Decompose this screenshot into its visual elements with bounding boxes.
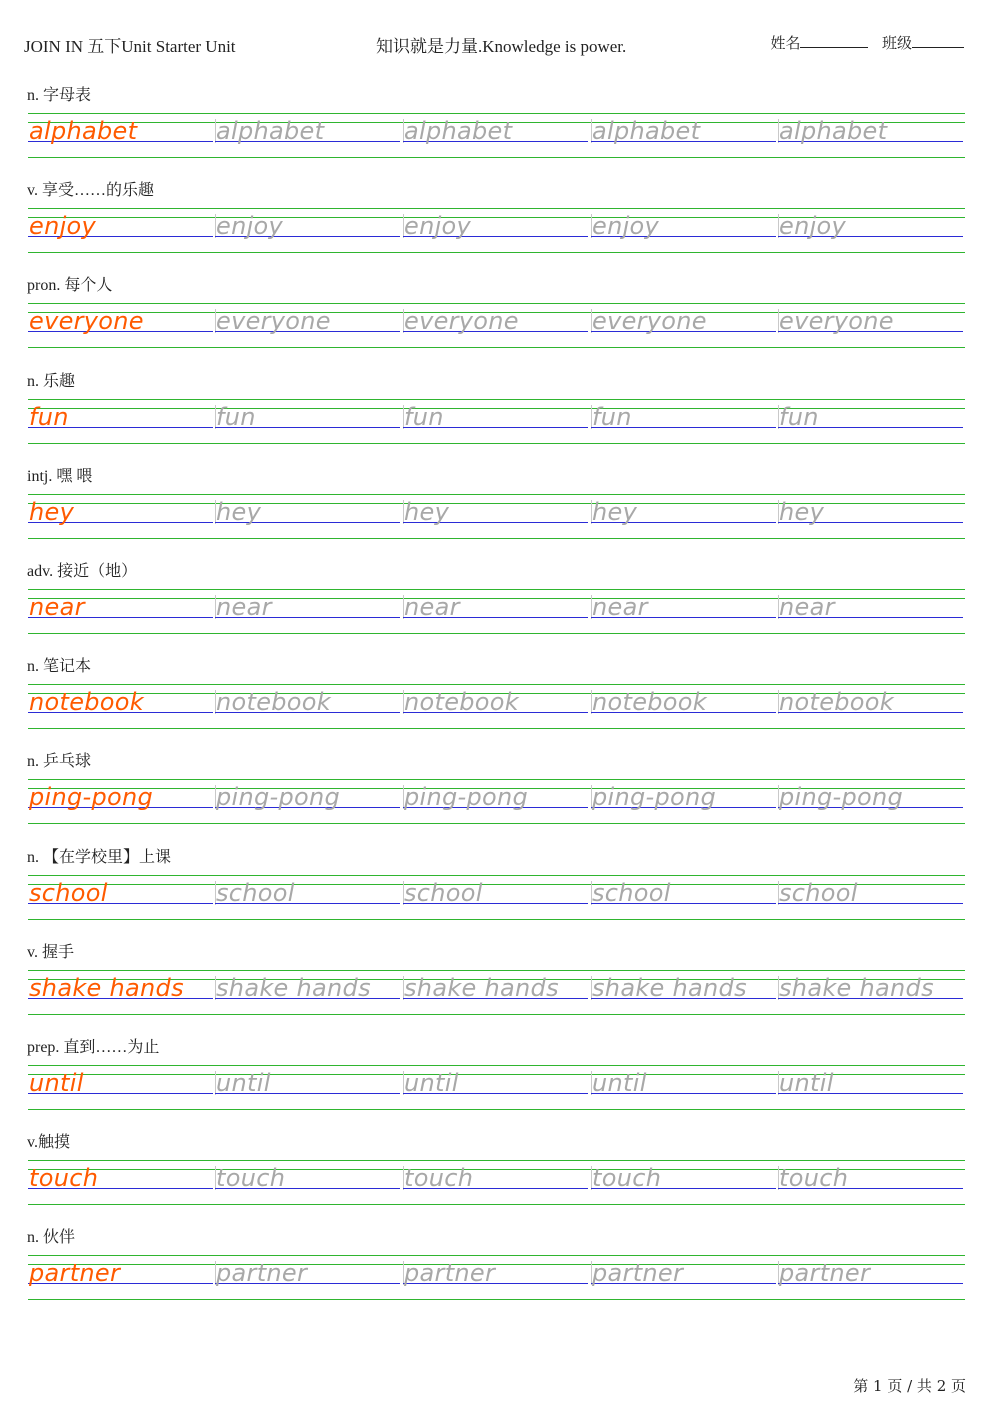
guide-line-bottom (28, 443, 965, 444)
writing-row (28, 690, 965, 720)
trace-cell[interactable] (778, 1166, 963, 1196)
model-word: near (29, 592, 85, 621)
trace-word: touch (592, 1164, 662, 1193)
word-meaning: n. 乐趣 (27, 372, 76, 390)
trace-cell[interactable] (215, 785, 400, 815)
word-meaning: n. 笔记本 (27, 658, 92, 676)
vocab-entry (0, 268, 992, 363)
trace-word: until (404, 1068, 459, 1097)
vocab-entry (0, 1125, 992, 1220)
word-meaning: v. 享受……的乐趣 (27, 182, 154, 200)
trace-word: everyone (404, 307, 519, 336)
vocab-entry (0, 459, 992, 554)
vocabulary-list (0, 78, 992, 1315)
trace-word: ping-pong (592, 783, 717, 812)
trace-cell[interactable] (778, 402, 963, 435)
writing-row (28, 785, 965, 815)
model-cell (28, 973, 213, 1006)
trace-cell[interactable] (778, 592, 963, 625)
writing-row (28, 1261, 965, 1291)
trace-cell[interactable] (403, 690, 588, 720)
guide-line-top (28, 589, 965, 590)
trace-cell[interactable] (778, 214, 963, 244)
trace-cell[interactable] (591, 497, 776, 530)
word-meaning: pron. 每个人 (27, 277, 113, 295)
trace-cell[interactable] (591, 309, 776, 339)
trace-cell[interactable] (778, 785, 963, 815)
model-cell (28, 1068, 213, 1101)
guide-line-top (28, 494, 965, 495)
trace-word: shake hands (592, 973, 747, 1002)
trace-word: shake hands (216, 973, 371, 1002)
trace-cell[interactable] (403, 785, 588, 815)
trace-word: enjoy (779, 212, 847, 241)
trace-word: shake hands (779, 973, 934, 1002)
trace-cell[interactable] (403, 592, 588, 625)
model-cell (28, 785, 213, 815)
model-cell (28, 592, 213, 625)
trace-word: touch (779, 1164, 849, 1193)
trace-word: fun (404, 402, 444, 431)
trace-cell[interactable] (778, 309, 963, 339)
trace-word: notebook (216, 688, 331, 717)
vocab-entry (0, 744, 992, 839)
name-label: 姓名 (770, 36, 801, 52)
model-cell (28, 497, 213, 530)
trace-word: until (216, 1068, 271, 1097)
trace-word: school (404, 878, 483, 907)
trace-word: hey (779, 497, 825, 526)
guide-line-top (28, 399, 965, 400)
word-meaning: prep. 直到……为止 (27, 1038, 160, 1056)
trace-cell[interactable] (215, 497, 400, 530)
trace-word: notebook (404, 688, 519, 717)
name-blank (800, 33, 868, 48)
page-header (24, 32, 964, 56)
trace-cell[interactable] (778, 973, 963, 1006)
trace-cell[interactable] (591, 402, 776, 435)
trace-word: until (592, 1068, 647, 1097)
guide-line-top (28, 970, 965, 971)
guide-line-top (28, 684, 965, 685)
trace-cell[interactable] (591, 592, 776, 625)
model-word: hey (29, 497, 75, 526)
writing-row (28, 402, 965, 435)
writing-row (28, 592, 965, 625)
model-word: touch (29, 1164, 99, 1193)
guide-line-top (28, 113, 965, 114)
guide-line-bottom (28, 1014, 965, 1015)
word-meaning: intj. 嘿 喂 (27, 467, 93, 485)
trace-cell[interactable] (215, 592, 400, 625)
vocab-entry (0, 364, 992, 459)
model-word: notebook (29, 688, 144, 717)
trace-cell[interactable] (778, 878, 963, 911)
trace-word: shake hands (404, 973, 559, 1002)
trace-word: partner (592, 1259, 684, 1288)
trace-cell[interactable] (778, 497, 963, 530)
trace-word: ping-pong (404, 783, 529, 812)
trace-cell[interactable] (215, 1068, 400, 1101)
model-cell (28, 402, 213, 435)
model-word: fun (29, 402, 69, 431)
trace-cell[interactable] (591, 1166, 776, 1196)
guide-line-top (28, 1065, 965, 1066)
trace-cell[interactable] (403, 973, 588, 1006)
trace-cell[interactable] (591, 214, 776, 244)
trace-word: partner (404, 1259, 496, 1288)
trace-cell[interactable] (403, 878, 588, 911)
trace-cell[interactable] (215, 119, 400, 149)
trace-cell[interactable] (591, 785, 776, 815)
model-word: ping-pong (29, 783, 154, 812)
trace-word: notebook (779, 688, 894, 717)
writing-row (28, 878, 965, 911)
trace-cell[interactable] (778, 1068, 963, 1101)
trace-cell[interactable] (215, 690, 400, 720)
model-cell (28, 1166, 213, 1196)
guide-line-top (28, 1255, 965, 1256)
trace-cell[interactable] (403, 1166, 588, 1196)
model-word: alphabet (29, 117, 138, 145)
trace-cell[interactable] (403, 214, 588, 244)
trace-word: alphabet (404, 117, 513, 145)
vocab-entry (0, 840, 992, 935)
trace-word: notebook (592, 688, 707, 717)
word-meaning: n. 乒乓球 (27, 753, 92, 771)
student-info (770, 32, 964, 53)
model-word: partner (29, 1259, 121, 1288)
trace-word: school (216, 878, 295, 907)
writing-row (28, 1068, 965, 1101)
model-cell (28, 214, 213, 244)
trace-cell[interactable] (591, 1261, 776, 1291)
trace-word: everyone (592, 307, 707, 336)
guide-line-bottom (28, 728, 965, 729)
trace-word: partner (216, 1259, 308, 1288)
trace-word: near (592, 592, 648, 621)
guide-line-bottom (28, 157, 965, 158)
vocab-entry (0, 1220, 992, 1315)
trace-word: everyone (779, 307, 894, 336)
class-label: 班级 (881, 36, 912, 52)
writing-row (28, 1166, 965, 1196)
guide-line-top (28, 208, 965, 209)
guide-line-top (28, 1160, 965, 1161)
trace-word: hey (592, 497, 638, 526)
word-meaning: n. 【在学校里】上课 (27, 848, 172, 866)
guide-line-bottom (28, 1109, 965, 1110)
model-word: school (29, 878, 108, 907)
trace-word: ping-pong (779, 783, 904, 812)
model-word: until (29, 1068, 84, 1097)
trace-cell[interactable] (591, 119, 776, 149)
trace-cell[interactable] (215, 1166, 400, 1196)
trace-cell[interactable] (591, 1068, 776, 1101)
trace-cell[interactable] (215, 402, 400, 435)
page-number: 第 1 页 / 共 2 页 (853, 1377, 966, 1395)
model-cell (28, 309, 213, 339)
trace-word: enjoy (592, 212, 660, 241)
class-blank (912, 33, 964, 48)
trace-word: until (779, 1068, 834, 1097)
worksheet-title: JOIN IN 五下Unit Starter Unit (24, 37, 236, 56)
vocab-entry (0, 554, 992, 649)
model-cell (28, 119, 213, 149)
trace-cell[interactable] (778, 119, 963, 149)
vocab-entry (0, 78, 992, 173)
guide-line-top (28, 875, 965, 876)
trace-word: partner (779, 1259, 871, 1288)
guide-line-bottom (28, 919, 965, 920)
vocab-entry (0, 1030, 992, 1125)
trace-cell[interactable] (215, 1261, 400, 1291)
word-meaning: adv. 接近（地） (27, 562, 138, 580)
trace-word: alphabet (216, 117, 325, 145)
model-word: enjoy (29, 212, 97, 241)
writing-row (28, 119, 965, 149)
trace-cell[interactable] (215, 309, 400, 339)
trace-word: hey (216, 497, 262, 526)
writing-row (28, 497, 965, 530)
trace-word: school (779, 878, 858, 907)
writing-row (28, 973, 965, 1006)
model-cell (28, 878, 213, 911)
guide-line-bottom (28, 1299, 965, 1300)
trace-cell[interactable] (215, 878, 400, 911)
word-meaning: n. 字母表 (27, 87, 92, 104)
model-word: everyone (29, 307, 144, 336)
word-meaning: v.触摸 (27, 1134, 70, 1152)
trace-word: near (779, 592, 835, 621)
trace-word: fun (216, 402, 256, 431)
vocab-entry (0, 935, 992, 1030)
trace-word: everyone (216, 307, 331, 336)
guide-line-bottom (28, 633, 965, 634)
trace-cell[interactable] (403, 1261, 588, 1291)
model-cell (28, 690, 213, 720)
trace-cell[interactable] (215, 214, 400, 244)
word-meaning: v. 握手 (27, 943, 74, 961)
trace-word: near (216, 592, 272, 621)
trace-word: alphabet (592, 117, 701, 145)
trace-word: fun (779, 402, 819, 431)
trace-word: fun (592, 402, 632, 431)
model-cell (28, 1261, 213, 1291)
trace-word: enjoy (216, 212, 284, 241)
motto: 知识就是力量.Knowledge is power. (376, 37, 627, 56)
trace-cell[interactable] (403, 497, 588, 530)
vocab-entry (0, 649, 992, 744)
trace-cell[interactable] (403, 119, 588, 149)
trace-word: alphabet (779, 117, 888, 145)
trace-cell[interactable] (591, 690, 776, 720)
trace-word: near (404, 592, 460, 621)
writing-row (28, 214, 965, 244)
trace-word: hey (404, 497, 450, 526)
trace-word: school (592, 878, 671, 907)
guide-line-bottom (28, 823, 965, 824)
trace-cell[interactable] (403, 1068, 588, 1101)
writing-row (28, 309, 965, 339)
model-word: shake hands (29, 973, 184, 1002)
guide-line-bottom (28, 252, 965, 253)
trace-word: touch (216, 1164, 286, 1193)
guide-line-bottom (28, 1204, 965, 1205)
trace-cell[interactable] (778, 1261, 963, 1291)
trace-cell[interactable] (591, 878, 776, 911)
guide-line-bottom (28, 347, 965, 348)
trace-cell[interactable] (403, 309, 588, 339)
guide-line-top (28, 779, 965, 780)
word-meaning: n. 伙伴 (27, 1229, 76, 1247)
trace-word: enjoy (404, 212, 472, 241)
trace-cell[interactable] (215, 973, 400, 1006)
trace-cell[interactable] (591, 973, 776, 1006)
guide-line-top (28, 303, 965, 304)
trace-cell[interactable] (403, 402, 588, 435)
trace-cell[interactable] (778, 690, 963, 720)
vocab-entry (0, 173, 992, 268)
trace-word: ping-pong (216, 783, 341, 812)
trace-word: touch (404, 1164, 474, 1193)
guide-line-bottom (28, 538, 965, 539)
